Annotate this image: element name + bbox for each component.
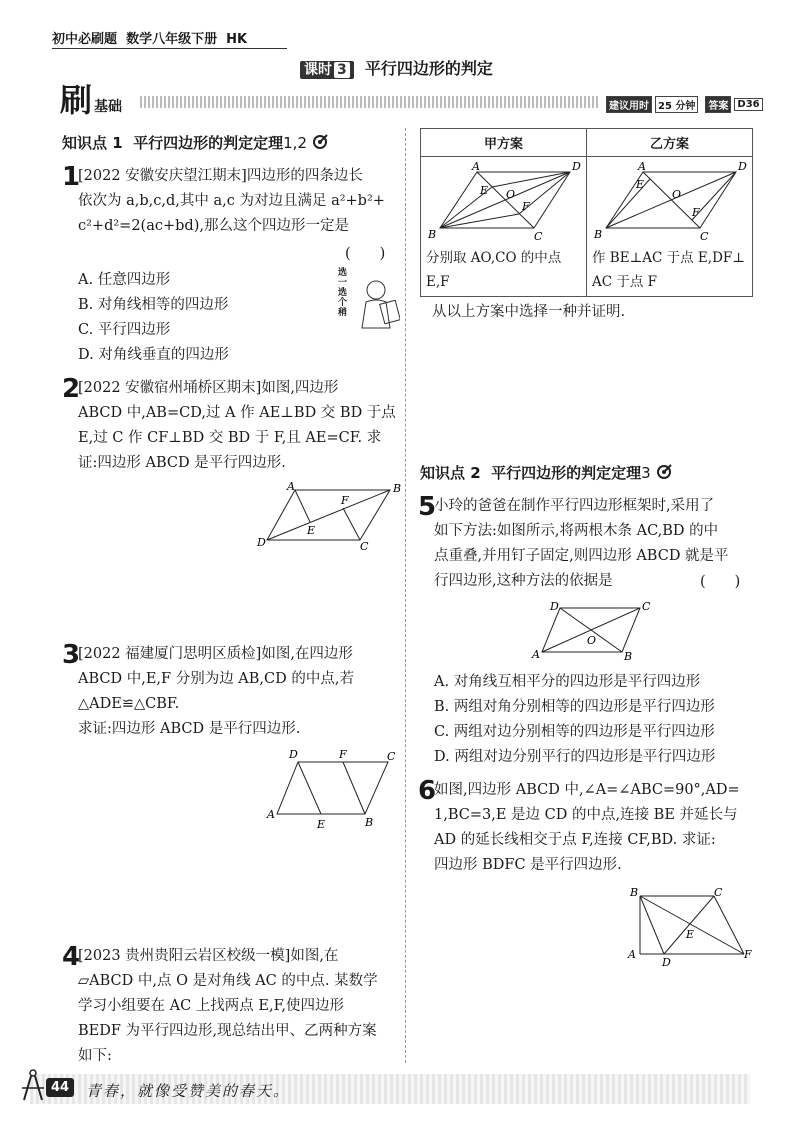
plan-a-figure [422, 158, 582, 242]
svg-text:D: D [738, 160, 747, 173]
svg-text:B: B [624, 650, 633, 662]
plan-b-text: 作 BE⊥AC 于点 E,DF⊥ AC 于点 F [592, 250, 745, 290]
q2-number: 2 [62, 374, 81, 404]
q3-label-c: C [387, 750, 396, 763]
q2-stem: [2022 安徽宿州埇桥区期末]如图,四边形 ABCD 中,AB=CD,过 A 作 AE⊥BD 交 BD 于点 E,过 C 作 CF⊥BD 交 BD 于 F,且 AE=CF. 求 证:四边形 ABCD 是平行四边形. [78, 380, 396, 471]
q5-choice-c[interactable]: C. 两组对边分别相等的四边形是平行四边形 [434, 724, 715, 740]
q2-label-d: D [257, 536, 266, 549]
q5-choice-b[interactable]: B. 两组对角分别相等的四边形是平行四边形 [434, 699, 715, 715]
svg-text:A: A [472, 160, 480, 173]
svg-text:F: F [522, 200, 530, 213]
q4-stem: [2023 贵州贵阳云岩区校级一模]如图,在 ▱ABCD 中,点 O 是对角线 AC 的中点. 某数学 学习小组要在 AC 上找两点 E,F,使四边形 BEDF 为平行四边形,现总结出甲、乙两种方案 如下: [78, 948, 378, 1064]
section-big-char: 刷 [60, 81, 93, 119]
svg-text:E: E [636, 178, 645, 191]
time-badge: 建议用时 25 分钟 答案 D36 [606, 96, 763, 113]
svg-text:A: A [532, 648, 540, 661]
svg-text:A: A [628, 948, 636, 961]
svg-text:O: O [672, 188, 682, 201]
q5-stem: 小玲的爸爸在制作平行四边形框架时,采用了 如下方法:如图所示,将两根木条 AC,BD 的中 点重叠,并用钉子固定,则四边形 ABCD 就是平 行四边形,这种方法的依据是 [434, 498, 729, 589]
plan-b-figure [588, 158, 748, 242]
q2-label-a: A [287, 480, 295, 493]
section-small: 基础 [94, 99, 123, 115]
cartoon-illustration [338, 268, 400, 342]
svg-text:C: C [714, 886, 723, 899]
svg-text:O: O [506, 188, 516, 201]
q2-label-e: E [307, 524, 316, 537]
target-icon [312, 134, 328, 154]
svg-text:O: O [587, 634, 597, 647]
q1-answer-paren: ( ) [345, 246, 386, 262]
q3-label-b: B [365, 816, 374, 829]
subject-title: 数学八年级下册 [126, 32, 218, 47]
q5-choices [434, 670, 715, 770]
header-rule [52, 48, 287, 49]
kp1-heading: 知识点 1 平行四边形的判定定理1,2 [62, 132, 328, 154]
q1-choice-d[interactable]: D. 对角线垂直的四边形 [78, 347, 229, 363]
q4-prompt: 从以上方案中选择一种并证明. [432, 304, 626, 320]
q4-plans-table [420, 128, 753, 297]
svg-text:D: D [572, 160, 581, 173]
svg-text:B: B [594, 228, 603, 241]
q5-answer-paren: ( ) [700, 574, 741, 590]
svg-text:E: E [480, 184, 489, 197]
q1-number: 1 [62, 162, 81, 192]
svg-text:C: C [700, 230, 709, 242]
svg-text:D: D [662, 956, 671, 968]
page-number: 44 [46, 1078, 74, 1097]
q5-figure [530, 598, 660, 662]
q6-figure [626, 884, 756, 968]
svg-text:E: E [686, 928, 695, 941]
q6-number: 6 [418, 776, 437, 806]
target-icon [656, 464, 672, 484]
book-title: 初中必刷题 [52, 32, 118, 47]
column-divider [405, 128, 406, 1063]
q1-choice-c[interactable]: C. 平行四边形 [78, 322, 171, 338]
q3-label-e: E [317, 818, 326, 830]
q3-label-a: A [267, 808, 275, 821]
q3-label-d: D [289, 748, 298, 761]
svg-text:F: F [744, 948, 752, 961]
q1-choice-a[interactable]: A. 任意四边形 [78, 272, 171, 288]
cartoon-note: 选一选个稍 [338, 268, 348, 318]
svg-text:C: C [534, 230, 543, 242]
q1-choices [78, 268, 229, 368]
q5-choice-a[interactable]: A. 对角线互相平分的四边形是平行四边形 [434, 674, 701, 690]
svg-text:F: F [692, 206, 700, 219]
svg-text:B: B [428, 228, 437, 241]
q2-label-c: C [360, 540, 369, 553]
q3-figure [265, 746, 400, 830]
footer-slogan: 青春，就像受赞美的春天。 [86, 1082, 291, 1100]
kp2-heading: 知识点 2 平行四边形的判定定理3 [420, 462, 672, 484]
q3-number: 3 [62, 640, 81, 670]
svg-text:D: D [550, 600, 559, 613]
compass-icon [22, 1068, 44, 1106]
plan-b-cell [587, 157, 753, 297]
plan-a-text: 分别取 AO,CO 的中点 E,F [426, 250, 562, 290]
banner-hatch [140, 96, 600, 108]
svg-text:A: A [638, 160, 646, 173]
q6-stem: 如图,四边形 ABCD 中,∠A=∠ABC=90°,AD= 1,BC=3,E 是边 CD 的中点,连接 BE 并延长与 AD 的延长线相交于点 F,连接 CF,BD. 求证: 四边形 BDFC 是平行四边形. [434, 782, 740, 873]
q2-label-f: F [341, 494, 349, 507]
q2-label-b: B [393, 482, 402, 495]
q3-label-f: F [339, 748, 347, 761]
plan-a-title: 甲方案 [421, 129, 587, 157]
footer-page [22, 1068, 74, 1106]
q1-stem: [2022 安徽安庆望江期末]四边形的四条边长 依次为 a,b,c,d,其中 a,c 为对边且满足 a²+b²+ c²+d²=2(ac+bd),那么这个四边形一定是 [78, 168, 385, 234]
q3-stem: [2022 福建厦门思明区质检]如图,在四边形 ABCD 中,E,F 分别为边 AB,CD 的中点,若 △ADE≌△CBF. 求证:四边形 ABCD 是平行四边形. [78, 646, 354, 737]
edition: HK [226, 32, 248, 47]
svg-text:B: B [630, 886, 639, 899]
q1-choice-b[interactable]: B. 对角线相等的四边形 [78, 297, 229, 313]
section-banner [60, 81, 123, 119]
lesson-title: 平行四边形的判定 [364, 59, 493, 78]
q5-choice-d[interactable]: D. 两组对边分别平行的四边形是平行四边形 [434, 749, 716, 765]
plan-b-title: 乙方案 [587, 129, 753, 157]
lesson-badge: 课时 3 [300, 61, 354, 79]
running-header [52, 28, 247, 47]
q2-figure [255, 478, 405, 553]
q5-number: 5 [418, 492, 437, 522]
lesson-heading [300, 56, 493, 79]
plan-a-cell [421, 157, 587, 297]
svg-text:C: C [642, 600, 651, 613]
q4-number: 4 [62, 942, 81, 972]
